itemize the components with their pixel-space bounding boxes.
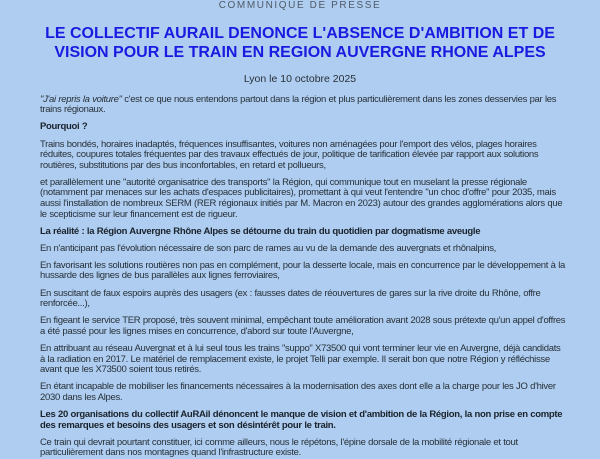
paragraph-segment: En favorisant les solutions routières non pas en complément, pour la desserte locale, mais en concurrence par le développement à la hussarde des lignes de bus parallèles aux lignes ferroviaires, <box>40 259 565 282</box>
document-kicker: COMMUNIQUE DE PRESSE <box>218 0 382 11</box>
paragraph-segment: En figeant le service TER proposé, très souvent minimal, empêchant toute amélioration avant 2028 sous prétexte qu'un appel d'offres a été passé pour les lignes mises en concurrence, d'abord sur toute l'Auvergne, <box>40 315 566 337</box>
document-body <box>40 95 567 459</box>
paragraph-emphasis <box>40 227 567 238</box>
paragraph-segment: En suscitant de faux espoirs auprès des usagers (ex : fausses dates de réouvertures de gares sur la rive droite du Rhône, offre renforcée...), <box>40 287 541 310</box>
paragraph <box>40 438 567 459</box>
paragraph-segment: En n'anticipant pas l'évolution nécessaire de son parc de rames au vu de la demande des auvergnats et rhônalpins, <box>40 242 497 254</box>
paragraph-segment: La réalité : la Région Auvergne Rhône Alpes se détourne du train du quotidien par dogmatisme aveugle <box>40 225 481 237</box>
paragraph <box>40 244 567 255</box>
dateline: Lyon le 10 octobre 2025 <box>243 72 357 85</box>
paragraph-emphasis <box>40 410 567 431</box>
paragraph <box>40 289 567 310</box>
paragraph <box>40 95 567 116</box>
paragraph <box>40 261 567 282</box>
paragraph-segment: c'est ce que nous entendons partout dans la région et plus particulièrement dans les zones desservies par les trains régionaux. <box>40 93 557 116</box>
document-title: LE COLLECTIF AURAIL DENONCE L'ABSENCE D'AMBITION ET DE VISION POUR LE TRAIN EN REGION AUVERGNE RHONE ALPES <box>45 25 555 61</box>
paragraph <box>40 316 567 337</box>
paragraph-segment: Ce train qui devrait pourtant constituer, ici comme ailleurs, nous le répétons, l'épine dorsale de la mobilité régionale et tout particulièrement dans nos montagnes quand l'infrastructure existe. <box>40 436 518 459</box>
paragraph-segment: et parallèlement une "autorité organisatrice des transports" la Région, qui communique tout en muselant la presse régionale (notamment par menaces sur les achats d'espaces publicitaires), promettant à qui veut l'entendre "un choc d'offre" pour 2035, mais aussi l'installation de nombreux SERM (RER régionaux initiés par M. Macron en 2023) autour des grandes agglomérations alors que le scepticisme sur leur financement est de rigueur. <box>40 176 563 220</box>
paragraph <box>40 178 567 220</box>
paragraph <box>40 382 567 403</box>
paragraph-segment-italic: "J'ai repris la voiture" <box>40 93 122 105</box>
paragraph-emphasis <box>40 122 567 133</box>
paragraph-segment: Pourquoi ? <box>40 121 88 133</box>
paragraph-segment: En attribuant au réseau Auvergnat et à lui seul tous les trains "suppo" X73500 qui vont terminer leur vie en Auvergne, déjà candidats à la radiation en 2017. Le matériel de remplacement existe, le projet Telli par exemple. Il serait bon que notre Région y réfléchisse avant que les X73500 soient tous retirés. <box>40 342 561 376</box>
paragraph <box>40 140 567 172</box>
paragraph <box>40 344 567 376</box>
paragraph-segment: Trains bondés, horaires inadaptés, fréquences insuffisantes, voitures non aménagées pour l'emport des vélos, plages horaires réduites, coupures totales fréquentes par des travaux effectués de jour, politique de tarification élevée par rapport aux solutions routières, substitutions par des bus inconfortables, en retard et pollueurs, <box>40 138 539 171</box>
paragraph-segment: En étant incapable de mobiliser les financements nécessaires à la modernisation des axes dont elle a la charge pour les JO d'hiver 2030 dans les Alpes. <box>40 381 556 403</box>
paragraph-segment: Les 20 organisations du collectif AuRAil dénoncent le manque de vision et d'ambition de la Région, la non prise en compte des remarques et besoins des usagers et son désintérêt pour le train. <box>40 408 563 431</box>
